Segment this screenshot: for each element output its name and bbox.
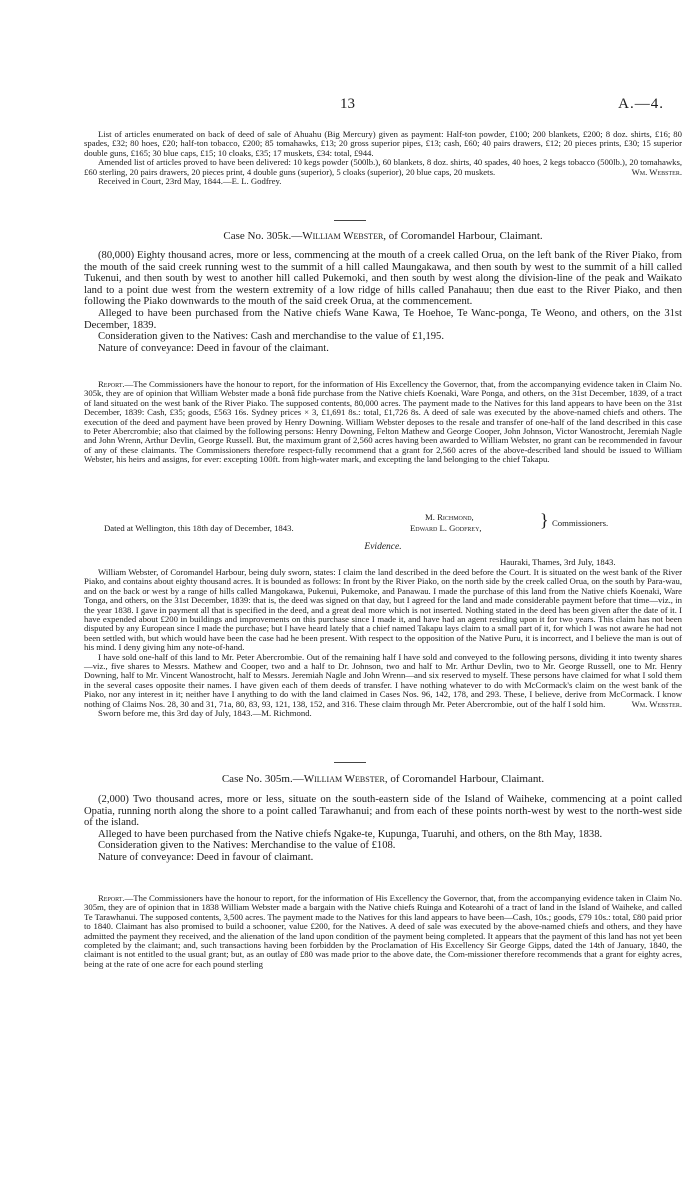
page-header	[0, 96, 700, 116]
commissioner-godfrey: Edward L. Godfrey,	[410, 523, 482, 533]
consideration: Consideration given to the Natives: Cash and merchandise to the value of £1,195.	[98, 331, 444, 343]
evidence-place-date: Hauraki, Thames, 3rd July, 1843.	[500, 557, 616, 567]
report-paragraph	[84, 380, 682, 465]
section-divider-2	[334, 762, 366, 763]
case-305m-heading	[84, 773, 682, 785]
received-in-court: Received in Court, 23rd May, 1844.—E. L. Godfrey.	[98, 176, 282, 187]
report-label: Report.	[98, 379, 125, 389]
case-305k-evidence	[84, 568, 682, 719]
case-heading-suffix: , of Coromandel Harbour, Claimant.	[384, 773, 545, 785]
commissioner-richmond: M. Richmond,	[425, 512, 474, 522]
brace: }	[540, 510, 549, 530]
document-reference: A.—4.	[618, 96, 664, 112]
evidence-paragraph-1: William Webster, of Coromandel Harbour, being duly sworn, states: I claim the land described in the deed before the Court. It is situated on the west bank of the River Piako, and contains about eighty thousand acres. It is bounded as follows: In front by the River Piako, on the north side by the creek called Orua, on the south by Para-wau, and on the back or west by a range of hills called Mangokawa, Pukenui, Pukemoke, and Panawau. I made the purchase of this land from the Native chiefs Koenaki, Ware Tonga, and others, on the 31st December, 1839: that is, the deed was signed on that day, but I agreed for the land and made considerable payment before that time—viz., in the year 1838. I gave in payment all that is specified in the deed, and a great deal more which is not inserted. Nothing stated in the deed has been given after the date of it. I have expended about £200 in buildings and improvements on this purchase since I made it, and have had an agent residing upon it for two years. This claim has not been disputed by any European since I made the purchase; but I have heard lately that a chief named Takapu lays claim to a small part of it, for which I was not aware he had not been settled with, but which would have been the case had he been present. With respect to the opposition of the Native Puru, it is incorrect, and I believe the man is out of his mind. I deny giving him any note-of-hand.	[84, 567, 682, 653]
conveyance: Nature of conveyance: Deed in favour of claimant.	[98, 851, 314, 863]
land-description: (80,000) Eighty thousand acres, more or less, commencing at the mouth of a creek called Orua, on the left bank of the River Piako, from the mouth of the said creek running west to the summit of a hill called Maungakawa, and then south by west to the summit of a hill called Tukenui, and then south by west to another hill called Pukemoki, and then south by west along the division-line of the peak and Waikato land to a point due west from the western extremity of a low ridge of hills called Panahauu; then due east to the River Piako, and then following the Piako downwards to the mouth of the said creek Orua, at the commencement.	[84, 250, 682, 308]
case-305k-heading	[84, 230, 682, 242]
case-305m-particulars	[84, 794, 682, 864]
report-dated: Dated at Wellington, this 18th day of December, 1843.	[104, 523, 294, 533]
report-paragraph	[84, 894, 682, 969]
case-305k-particulars	[84, 250, 682, 354]
alleged-purchase: Alleged to have been purchased from the Native chiefs Wane Kawa, Te Hoehoe, Te Wanc-ponga, Te Weono, and others, on the 31st December, 1839.	[84, 307, 682, 331]
case-heading-name: William Webster	[302, 230, 384, 242]
evidence-paragraph-2-text: I have sold one-half of this land to Mr. Peter Abercrombie. Out of the remaining half I have sold and conveyed to the following persons, dividing it into twenty shares—viz., five shares to Messrs. Mathew and Cooper, two and a half to Dr. Johnson, two and half to Mr. Arthur Devlin, two to Mr. George Russell, one to Mr. Henry Downing, half to Mr. Vincent Wanostrocht, half to Messrs. Jeremiah Nagle and John Wrenn—and six reserved to myself. These persons have claimed for what I sold them in the several cases opposite their names. I have given each of them deeds of transfer. I have nothing whatever to do with McCormack's claim on the west bank of the Piako, nor any interest in it; neither have I anything to do with the land claimed in Cases Nos. 96, 142, 178, and 293. These, I believe, derive from McCormack. I know nothing of Claims Nos. 28, 30 and 31, 71a, 80, 83, 93, 121, 138, 152, and 316. These claim through Mr. Peter Abercrombie, out of the half I sold him.	[84, 651, 682, 709]
land-description: (2,000) Two thousand acres, more or less, situate on the south-eastern side of the Island of Waiheke, commencing at a point called Opatia, running north along the shore to a point called Tarawhanui; and from each of these points north-west by west to the north-west side of the island.	[84, 794, 682, 829]
conveyance: Nature of conveyance: Deed in favour of the claimant.	[98, 342, 329, 354]
case-heading-prefix: Case No. 305m.—	[221, 773, 304, 785]
report-label: Report.	[98, 893, 125, 903]
alleged-purchase: Alleged to have been purchased from the Native chiefs Ngake-te, Kupunga, Tuaruhi, and others, on the 8th May, 1838.	[98, 828, 603, 840]
case-heading-prefix: Case No. 305k.—	[223, 230, 303, 242]
evidence-signer: Wm. Webster.	[631, 698, 682, 709]
article-list-signer: Wm. Webster.	[631, 166, 682, 177]
case-heading-suffix: , of Coromandel Harbour, Claimant.	[383, 230, 543, 242]
evidence-paragraph-2	[84, 653, 682, 709]
commissioners-label: Commissioners.	[552, 518, 609, 528]
report-text: —The Commissioners have the honour to report, for the information of His Excellency the Governor, that, from the accompanying evidence taken in Claim No. 305k, they are of opinion that William Webster made a bonâ fide purchase from the Native chiefs Koenaki, Ware Ponga, and others, on the 31st December, 1839, of a tract of land situated on the west bank of the River Piako. The supposed contents, 80,000 acres. The payment made to the Natives for this land appears to have been on the 31st December, 1839: Cash, £35; goods, £563 16s. Sydney prices × 3, £1,691 8s.: total, £1,726 8s. A deed of sale was executed by the above-named chiefs and others. The execution of the deed and payment have been proved by Henry Downing. William Webster deposes to the resale and transfer of one-half of the land described in this case to Peter Abercrombie; also that claimed by the following persons: Henry Downing, Felton Mathew and George Cooper, John Johnson, Victor Wanostrocht, Jeremiah Nagle and John Wrenn, Arthur Devlin, George Russell. But, the maximum grant of 2,560 acres having been awarded to William Webster, no grant can be recommended in favour of any of these claimants. The Commissioners therefore respect-fully recommend that a grant for 2,560 acres of the above-described land should be issued to William Webster, his heirs and assigns, for ever: excepting 100ft. from high-water mark, and excepting the land belonging to the chief Takapu.	[84, 379, 682, 465]
section-divider	[334, 220, 366, 221]
article-list-original: List of articles enumerated on back of deed of sale of Ahuahu (Big Mercury) given as payment: Half-ton powder, £100; 200 blankets, £200; 8 doz. shirts, £16; 80 spades, £32; 80 hoes, £20; half-ton tobacco, £200; 85 tomahawks, £13; 20 gross superior pipes, £13; cash, £60; 40 pairs drawers, £12; 20 pieces prints, £30; 15 superior double guns, £165; 30 blue caps, £15; 10 cloaks, £35; 17 muskets, £34: total, £944.	[84, 129, 682, 158]
consideration: Consideration given to the Natives: Merchandise to the value of £108.	[98, 840, 396, 852]
sworn-before: Sworn before me, this 3rd day of July, 1843.—M. Richmond.	[98, 708, 312, 719]
article-list-amended	[84, 158, 682, 177]
article-list-amended-text: Amended list of articles proved to have been delivered: 10 kegs powder (500lb.), 60 blankets, 8 doz. shirts, 40 spades, 40 hoes, 2 kegs tobacco (500lb.), 20 tomahawks, £60 sterling, 20 pairs drawers, 20 pieces print, 4 double guns (superior), 5 cloaks (superior), 20 blue caps, 20 muskets.	[84, 157, 682, 177]
page-number: 13	[340, 96, 355, 112]
case-305k-report	[84, 380, 682, 465]
article-lists	[84, 130, 682, 186]
evidence-heading: Evidence.	[364, 542, 402, 552]
case-305m-report	[84, 894, 682, 969]
case-heading-name: William Webster	[303, 773, 385, 785]
report-text: —The Commissioners have the honour to report, for the information of His Excellency the Governor, that, from the accompanying evidence taken in Claim No. 305m, they are of opinion that in 1838 William Webster made a bargain with the Native chiefs Ruinga and Kotearohi of a tract of land in the Island of Waiheke, and called Te Tarawhanui. The supposed contents, 3,500 acres. The payment made to the Natives for this land appears to have been—Cash, 10s.; goods, £79 10s.: total, £80 paid prior to 1840. Claimant has also promised to build a schooner, value £200, for the Natives. A deed of sale was executed by the above-named chiefs and others, and they have admitted the payment they received, and the alienation of the land upon condition of the payment being completed. It appears that the payment of this land has not yet been completed by the claimant; and, such transactions having been forbidden by the Proclamation of His Excellency Sir George Gipps, dated the 14th of January, 1840, the claimant is not entitled to the usual grant; but, as an outlay of £80 was made prior to the above date, the Com-missioner therefore recommends that a grant for eighty acres, being at the rate of one acre for each pound sterling	[84, 893, 682, 969]
